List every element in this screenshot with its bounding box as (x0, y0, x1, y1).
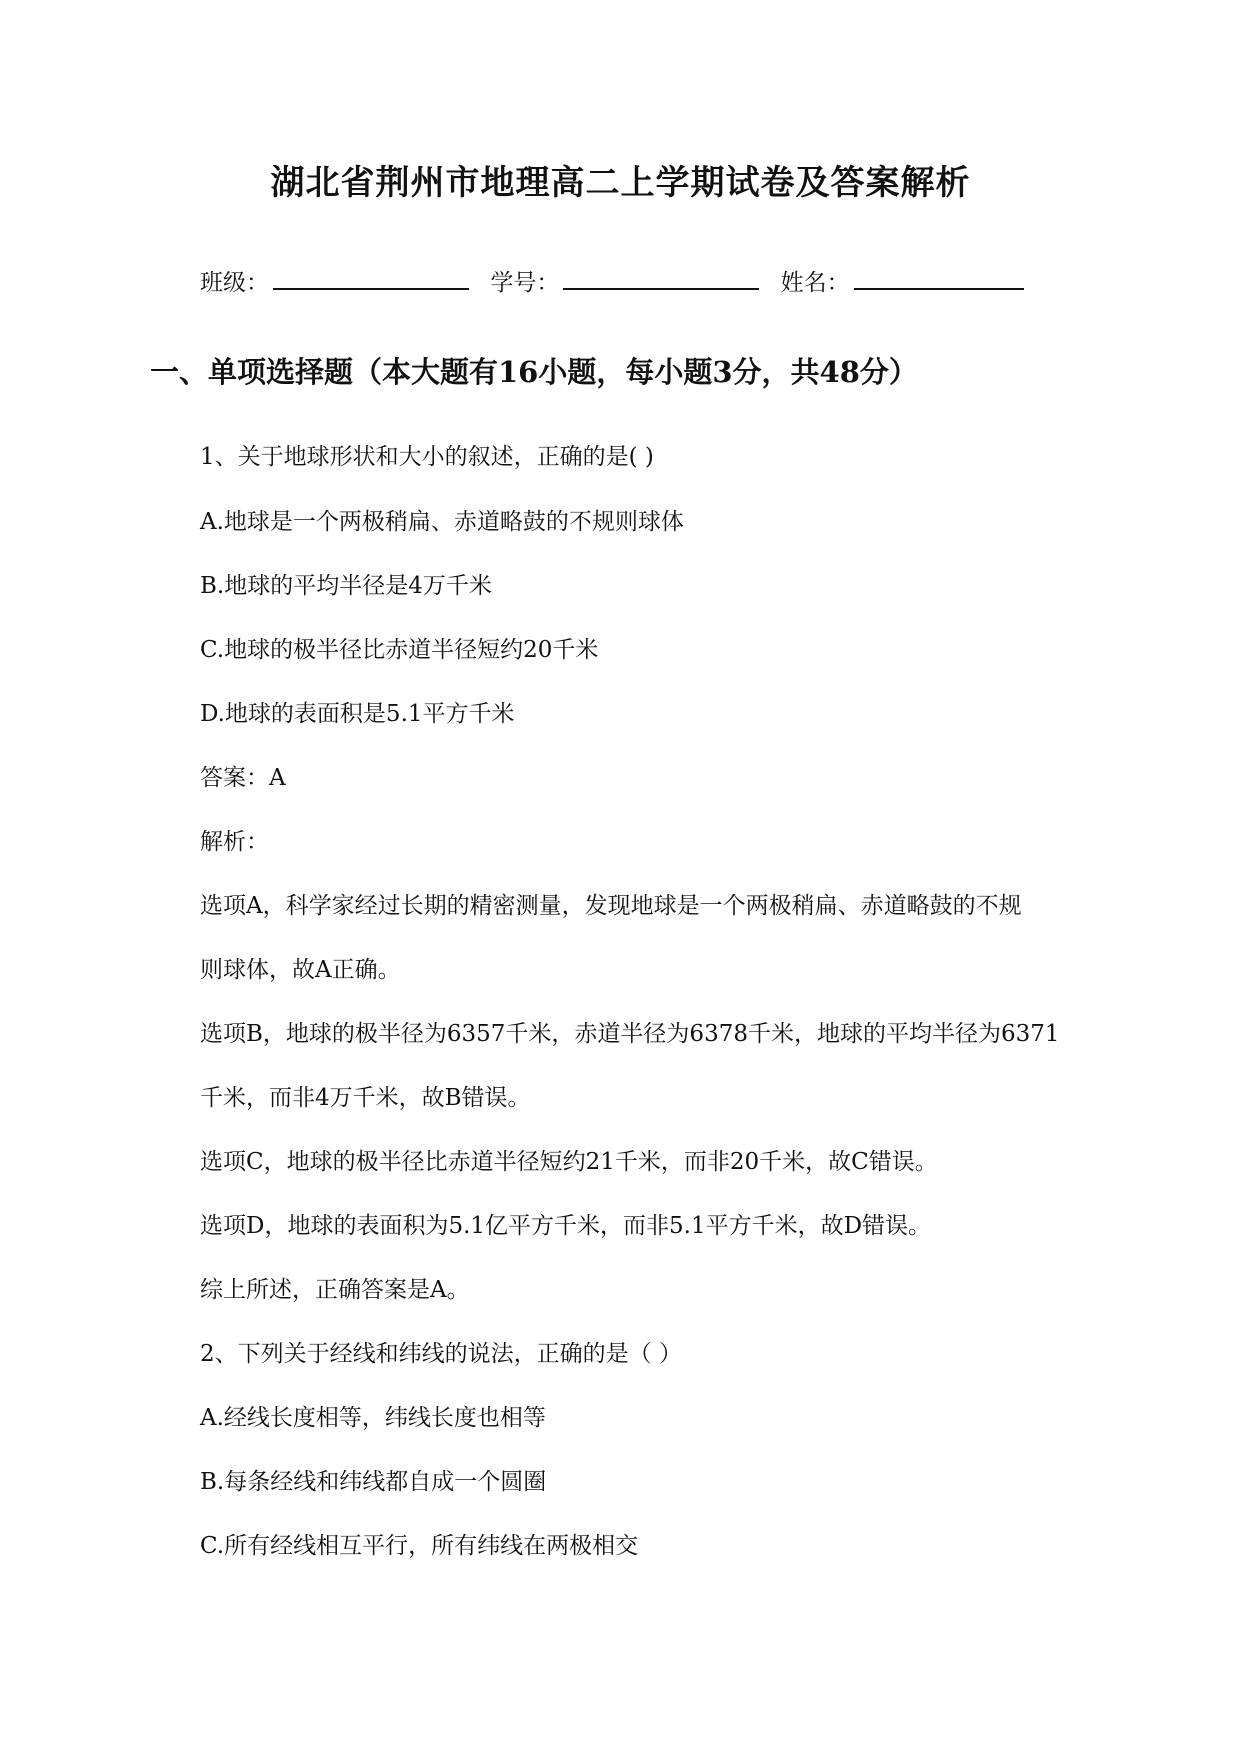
student-info-fields (200, 264, 1038, 297)
question-1-option-d: D.地球的表面积是5.1平方千米 (200, 701, 515, 727)
question-1-option-b: B.地球的平均半径是4万千米 (200, 573, 492, 599)
analysis-line: 千米，而非4万千米，故B错误。 (200, 1085, 531, 1111)
analysis-line: 则球体，故A正确。 (200, 957, 401, 983)
question-1-option-c: C.地球的极半径比赤道半径短约20千米 (200, 637, 599, 663)
question-1-answer: 答案：A (200, 765, 286, 791)
name-label: 姓名： (780, 270, 850, 296)
question-2-option-b: B.每条经线和纬线都自成一个圆圈 (200, 1469, 547, 1495)
analysis-conclusion: 综上所述，正确答案是A。 (200, 1277, 470, 1303)
analysis-line: 选项B，地球的极半径为6357千米，赤道半径为6378千米，地球的平均半径为6371 (200, 1021, 1060, 1047)
question-2-option-c: C.所有经线相互平行，所有纬线在两极相交 (200, 1533, 639, 1559)
question-2-stem: 2、下列关于经线和纬线的说法，正确的是（ ） (200, 1341, 682, 1367)
question-1-option-a: A.地球是一个两极稍扁、赤道略鼓的不规则球体 (200, 509, 684, 535)
analysis-line: 选项C，地球的极半径比赤道半径短约21千米，而非20千米，故C错误。 (200, 1149, 938, 1175)
question-1-analysis-label: 解析： (200, 829, 269, 855)
section-heading: 一、单项选择题（本大题有16小题，每小题3分，共48分） (150, 355, 918, 389)
student-id-label: 学号： (490, 270, 560, 296)
analysis-line: 选项A，科学家经过长期的精密测量，发现地球是一个两极稍扁、赤道略鼓的不规 (200, 893, 1022, 919)
question-1-stem: 1、关于地球形状和大小的叙述，正确的是( ) (200, 444, 654, 470)
class-label: 班级： (200, 270, 269, 296)
question-2-option-a: A.经线长度相等，纬线长度也相等 (200, 1405, 546, 1431)
class-blank (273, 266, 469, 290)
name-blank (854, 266, 1024, 290)
document-title: 湖北省荆州市地理高二上学期试卷及答案解析 (270, 163, 971, 203)
analysis-line: 选项D，地球的表面积为5.1亿平方千米，而非5.1平方千米，故D错误。 (200, 1213, 932, 1239)
student-id-blank (563, 266, 759, 290)
